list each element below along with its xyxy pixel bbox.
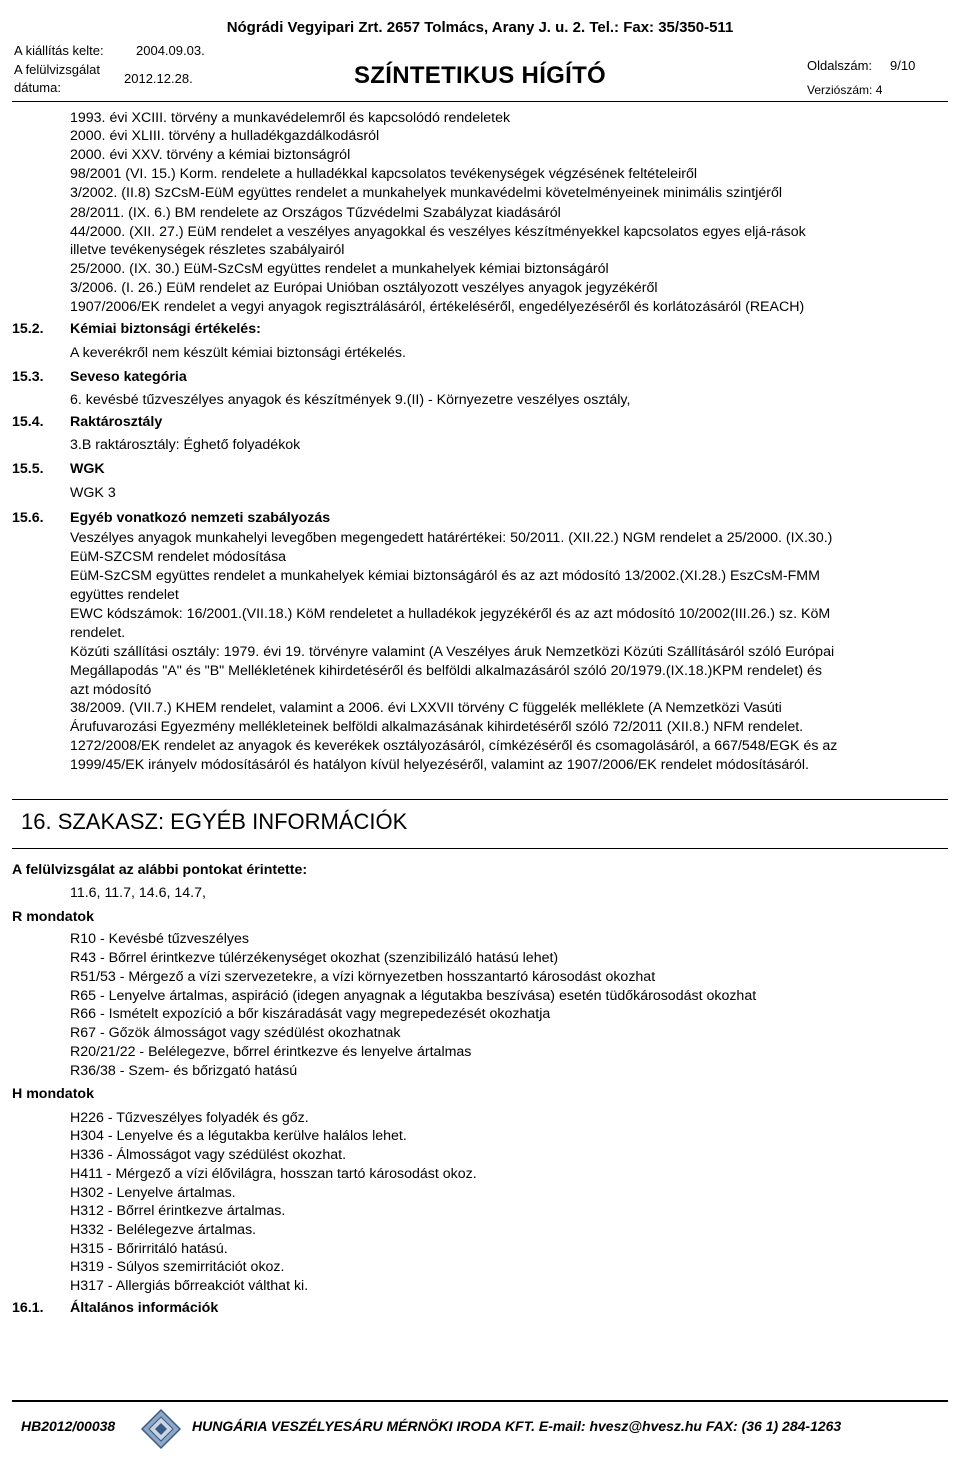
r-phrase: R66 - Ismételt expozíció a bőr kiszáradását vagy megrepedezését okozhatja [70,1006,551,1022]
regulation-line: Árufuvarozási Egyezmény mellékleteinek belföldi alkalmazásának kihirdetéséről szóló 72/2011 (XII.8.) NFM rendelet. [70,719,804,735]
h-phrase: H302 - Lenyelve ártalmas. [70,1185,236,1201]
company-header: Nógrádi Vegyipari Zrt. 2657 Tolmács, Arany J. u. 2. Tel.: Fax: 35/350-511 [226,19,734,36]
r-phrase: R43 - Bőrrel érintkezve túlérzékenységet okozhat (szenzibilizáló hatású lehet) [70,950,559,966]
section-number: 15.3. [12,369,44,385]
r-phrase: R65 - Lenyelve ártalmas, aspiráció (idegen anyagnak a légutakba beszívása) esetén tüdőkárosodást okozhat [70,988,757,1004]
h-phrase: H315 - Bőrirritáló hatású. [70,1241,228,1257]
issue-date: 2004.09.03. [136,43,205,58]
section-number: 15.6. [12,510,44,526]
regulation-line: Közúti szállítási osztály: 1979. évi 19. törvényre valamint (A Veszélyes áruk Nemzetközi Közúti Szállításáról szóló Európai [70,644,835,660]
section-number: 15.2. [12,321,44,337]
law-line: 2000. évi XLIII. törvény a hulladékgazdálkodásról [70,128,380,144]
r-phrase: R51/53 - Mérgező a vízi szervezetekre, a vízi környezetben hosszantartó károsodást okozhat [70,969,656,985]
h-phrase: H304 - Lenyelve és a légutakba kerülve halálos lehet. [70,1128,407,1144]
revision-date-label: A felülvizsgálat [14,62,100,77]
revision-date-label-2: dátuma: [14,80,61,95]
revision-date: 2012.12.28. [124,71,193,86]
regulation-line: Veszélyes anyagok munkahelyi levegőben megengedett határértékei: 50/2011. (XII.22.) NGM rendelet a 25/2000. (IX.30.) [70,530,833,546]
law-line: 28/2011. (IX. 6.) BM rendelete az Országos Tűzvédelmi Szabályzat kiadásáról [70,205,561,221]
h-phrase: H226 - Tűzveszélyes folyadék és gőz. [70,1110,309,1126]
h-phrases-label: H mondatok [12,1086,94,1102]
section-title: Egyéb vonatkozó nemzeti szabályozás [70,510,331,526]
regulation-line: 1272/2008/EK rendelet az anyagok és keverékek osztályozásáról, címkézéséről és csomagolásáról, a 667/548/EGK és az [70,738,838,754]
footer-code: HB2012/00038 [21,1418,116,1434]
r-phrases-label: R mondatok [12,909,94,925]
section-title: Általános információk [70,1300,219,1316]
r-phrase: R67 - Gőzök álmosságot vagy szédülést okozhatnak [70,1025,401,1041]
review-points: 11.6, 11.7, 14.6, 14.7, [70,885,206,901]
header-divider [12,101,948,102]
law-line: 3/2002. (II.8) SzCsM-EüM együttes rendelet a munkahelyek munkavédelmi követelményeinek minimális szintjéről [70,185,783,201]
page-label: Oldalszám: [807,58,873,73]
r-phrase: R36/38 - Szem- és bőrizgató hatású [70,1063,298,1079]
law-line: 1993. évi XCIII. törvény a munkavédelemről és kapcsolódó rendeletek [70,110,511,126]
section-title: Seveso kategória [70,369,187,385]
regulation-line: 1999/45/EK irányelv módosításáról és hatályon kívül helyezéséről, valamint az 1907/2006/EK rendelet módosításáról. [70,757,809,773]
section-16-title: 16. SZAKASZ: EGYÉB INFORMÁCIÓK [21,809,408,834]
page-number: 9/10 [890,58,916,73]
section-text: 6. kevésbé tűzveszélyes anyagok és készítmények 9.(II) - Környezetre veszélyes osztály, [70,392,631,408]
regulation-line: 38/2009. (VII.7.) KHEM rendelet, valamint a 2006. évi LXXVII törvény C függelék melléklete (A Nemzetközi Vasúti [70,700,782,716]
regulation-line: EüM-SZCSM rendelet módosítása [70,549,287,565]
law-line: 2000. évi XXV. törvény a kémiai biztonságról [70,147,351,163]
law-line: 98/2001 (VI. 15.) Korm. rendelete a hulladékkal kapcsolatos tevékenységek végzésének feltételeiről [70,166,697,182]
section-text: 3.B raktárosztály: Éghető folyadékok [70,437,301,453]
regulation-line: együttes rendelet [70,587,179,603]
regulation-line: azt módosító [70,682,152,698]
r-phrase: R10 - Kevésbé tűzveszélyes [70,931,250,947]
section-number: 15.4. [12,414,44,430]
regulation-line: EüM-SzCSM együttes rendelet a munkahelyek kémiai biztonságáról és az azt módosító 13/2002.(XI.28.) EszCsM-FMM [70,568,820,584]
document-title: SZÍNTETIKUS HÍGÍTÓ [353,62,607,89]
h-phrase: H411 - Mérgező a vízi élővilágra, hosszan tartó károsodást okoz. [70,1166,477,1182]
h-phrase: H317 - Allergiás bőrreakciót válthat ki. [70,1278,309,1294]
section-number: 16.1. [12,1300,44,1316]
version-label: Verziószám: 4 [807,83,883,97]
footer-contact: HUNGÁRIA VESZÉLYESÁRU MÉRNÖKI IRODA KFT. E-mail: hvesz@hvesz.hu FAX: (36 1) 284-1263 [192,1418,842,1434]
regulation-line: rendelet. [70,625,126,641]
section-title: WGK [70,461,105,477]
law-line: illetve tevékenységek részletes szabályairól [70,242,345,258]
h-phrase: H319 - Súlyos szemirritációt okoz. [70,1259,285,1275]
section-title: Kémiai biztonsági értékelés: [70,321,261,337]
section-text: WGK 3 [70,485,116,501]
r-phrase: R20/21/22 - Belélegezve, bőrrel érintkezve és lenyelve ártalmas [70,1044,472,1060]
law-line: 3/2006. (I. 26.) EüM rendelet az Európai Unióban osztályozott veszélyes anyagok jegyzékéről [70,280,658,296]
h-phrase: H312 - Bőrrel érintkezve ártalmas. [70,1203,286,1219]
h-phrase: H332 - Belélegezve ártalmas. [70,1222,257,1238]
issue-date-label: A kiállítás kelte: [14,43,104,58]
law-line: 25/2000. (IX. 30.) EüM-SzCsM együttes rendelet a munkahelyek kémiai biztonságáról [70,261,609,277]
h-phrase: H336 - Álmosságot vagy szédülést okozhat. [70,1147,347,1163]
law-line: 44/2000. (XII. 27.) EüM rendelet a veszélyes anyagokkal és veszélyes készítményekkel kapcsolatos egyes eljá-rások [70,224,806,240]
company-logo-icon [140,1408,182,1450]
footer-divider [12,1400,948,1402]
review-label: A felülvizsgálat az alábbi pontokat érintette: [12,862,308,878]
regulation-line: EWC kódszámok: 16/2001.(VII.18.) KöM rendeletet a hulladékok jegyzékéről és az azt módosító 10/2002(III.26.) sz. KöM [70,606,831,622]
law-line: 1907/2006/EK rendelet a vegyi anyagok regisztrálásáról, értékeléséről, engedélyezéséről és korlátozásáról (REACH) [70,299,805,315]
section-number: 15.5. [12,461,44,477]
section-title: Raktárosztály [70,414,163,430]
section-text: A keverékről nem készült kémiai biztonsági értékelés. [70,345,406,361]
regulation-line: Megállapodás "A" és "B" Mellékletének kihirdetéséről és belföldi alkalmazásáról szóló 20/1979.(IX.18.)KPM rendelet) és [70,663,822,679]
